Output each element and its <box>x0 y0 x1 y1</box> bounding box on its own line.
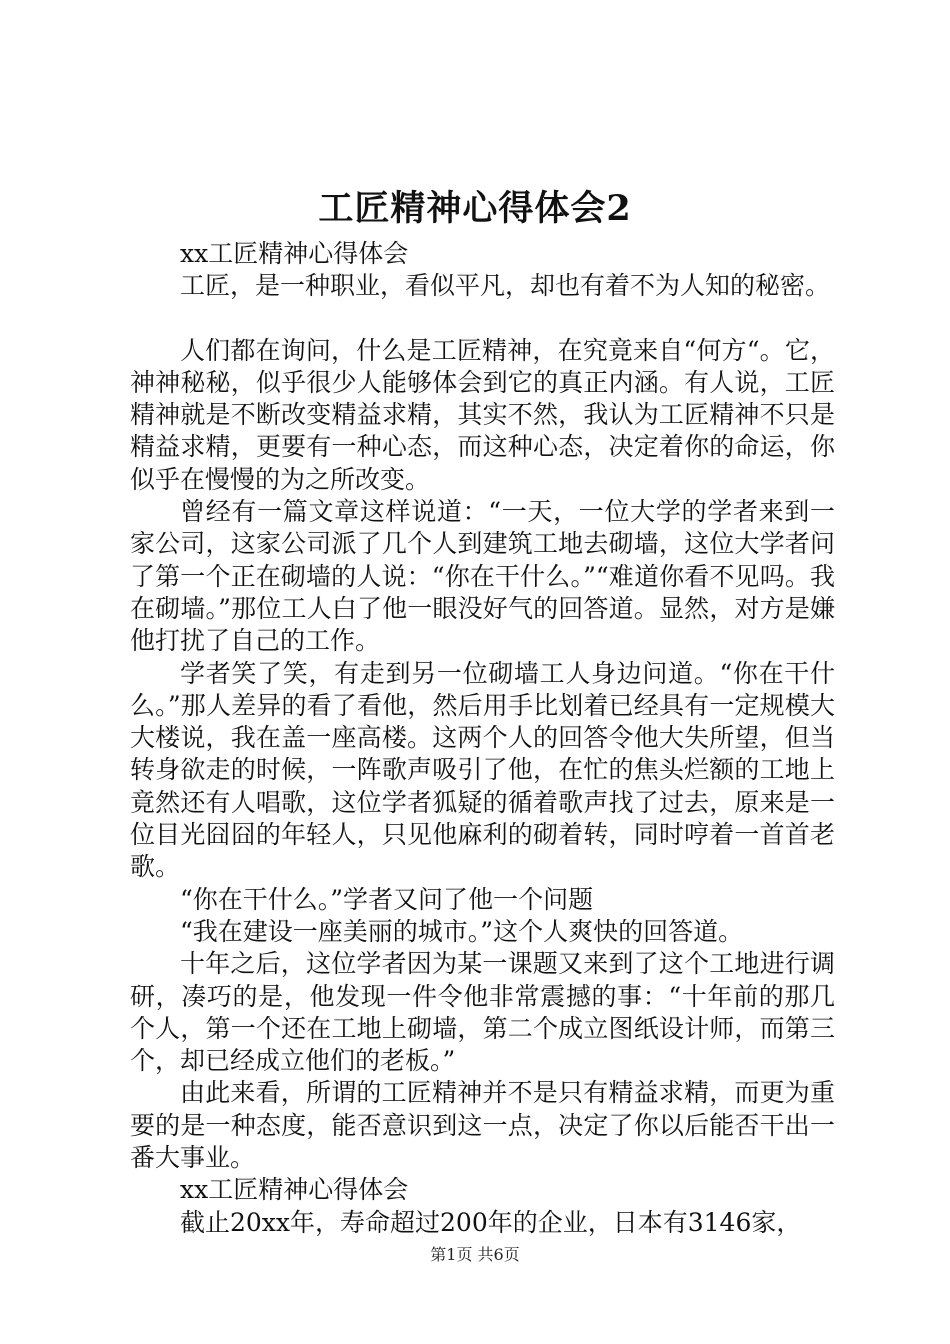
paragraph: “我在建设一座美丽的城市。”这个人爽快的回答道。 <box>180 916 744 946</box>
paragraph: 由此来看，所谓的工匠精神并不是只有精益求精，而更为重要的是一种态度，能否意识到这一点，决定了你以后能否干出一番大事业。 <box>130 1078 835 1173</box>
paragraph: 人们都在询问，什么是工匠精神，在究竟来自“何方“。它，神神秘秘，似乎很少人能够体会到它的真正内涵。有人说，工匠精神就是不断改变精益求精，其实不然，我认为工匠精神不只是精益求精，更要有一种心态，而这种心态，决定着你的命运，你似乎在慢慢的为之所改变。 <box>130 335 835 494</box>
paragraph-subheading: xx工匠精神心得体会 <box>180 1175 409 1205</box>
paragraph: 十年之后，这位学者因为某一课题又来到了这个工地进行调研，凑巧的是，他发现一件令他非常震撼的事：“十年前的那几个人，第一个还在工地上砌墙，第二个成立图纸设计师，而第三个，却已经成立他们的老板。” <box>130 949 835 1076</box>
document-body <box>130 238 835 1239</box>
paragraph: 学者笑了笑，有走到另一位砌墙工人身边问道。“你在干什么。”那人差异的看了看他，然后用手比划着已经具有一定规模大大楼说，我在盖一座高楼。这两个人的回答令他大失所望，但当转身欲走的时候，一阵歌声吸引了他，在忙的焦头烂额的工地上竟然还有人唱歌，这位学者狐疑的循着歌声找了过去，原来是一位目光囧囧的年轻人，只见他麻利的砌着转，同时哼着一首首老歌。 <box>130 658 835 882</box>
paragraph: 曾经有一篇文章这样说道：“一天，一位大学的学者来到一家公司，这家公司派了几个人到建筑工地去砌墙，这位大学者问了第一个正在砌墙的人说：“你在干什么。”“难道你看不见吗。我在砌墙。”那位工人白了他一眼没好气的回答道。显然，对方是嫌他打扰了自己的工作。 <box>130 497 835 656</box>
paragraph: “你在干什么。”学者又问了他一个问题 <box>180 884 594 914</box>
paragraph-subheading: xx工匠精神心得体会 <box>180 239 409 268</box>
paragraph-gap <box>130 303 835 335</box>
paragraph: 工匠，是一种职业，看似平凡，却也有着不为人知的秘密。 <box>180 271 831 301</box>
paragraph: 截止20xx年，寿命超过200年的企业，日本有3146家， <box>180 1207 802 1237</box>
page-footer: 第1页 共6页 <box>430 1245 520 1264</box>
document-title: 工匠精神心得体会2 <box>318 188 632 229</box>
